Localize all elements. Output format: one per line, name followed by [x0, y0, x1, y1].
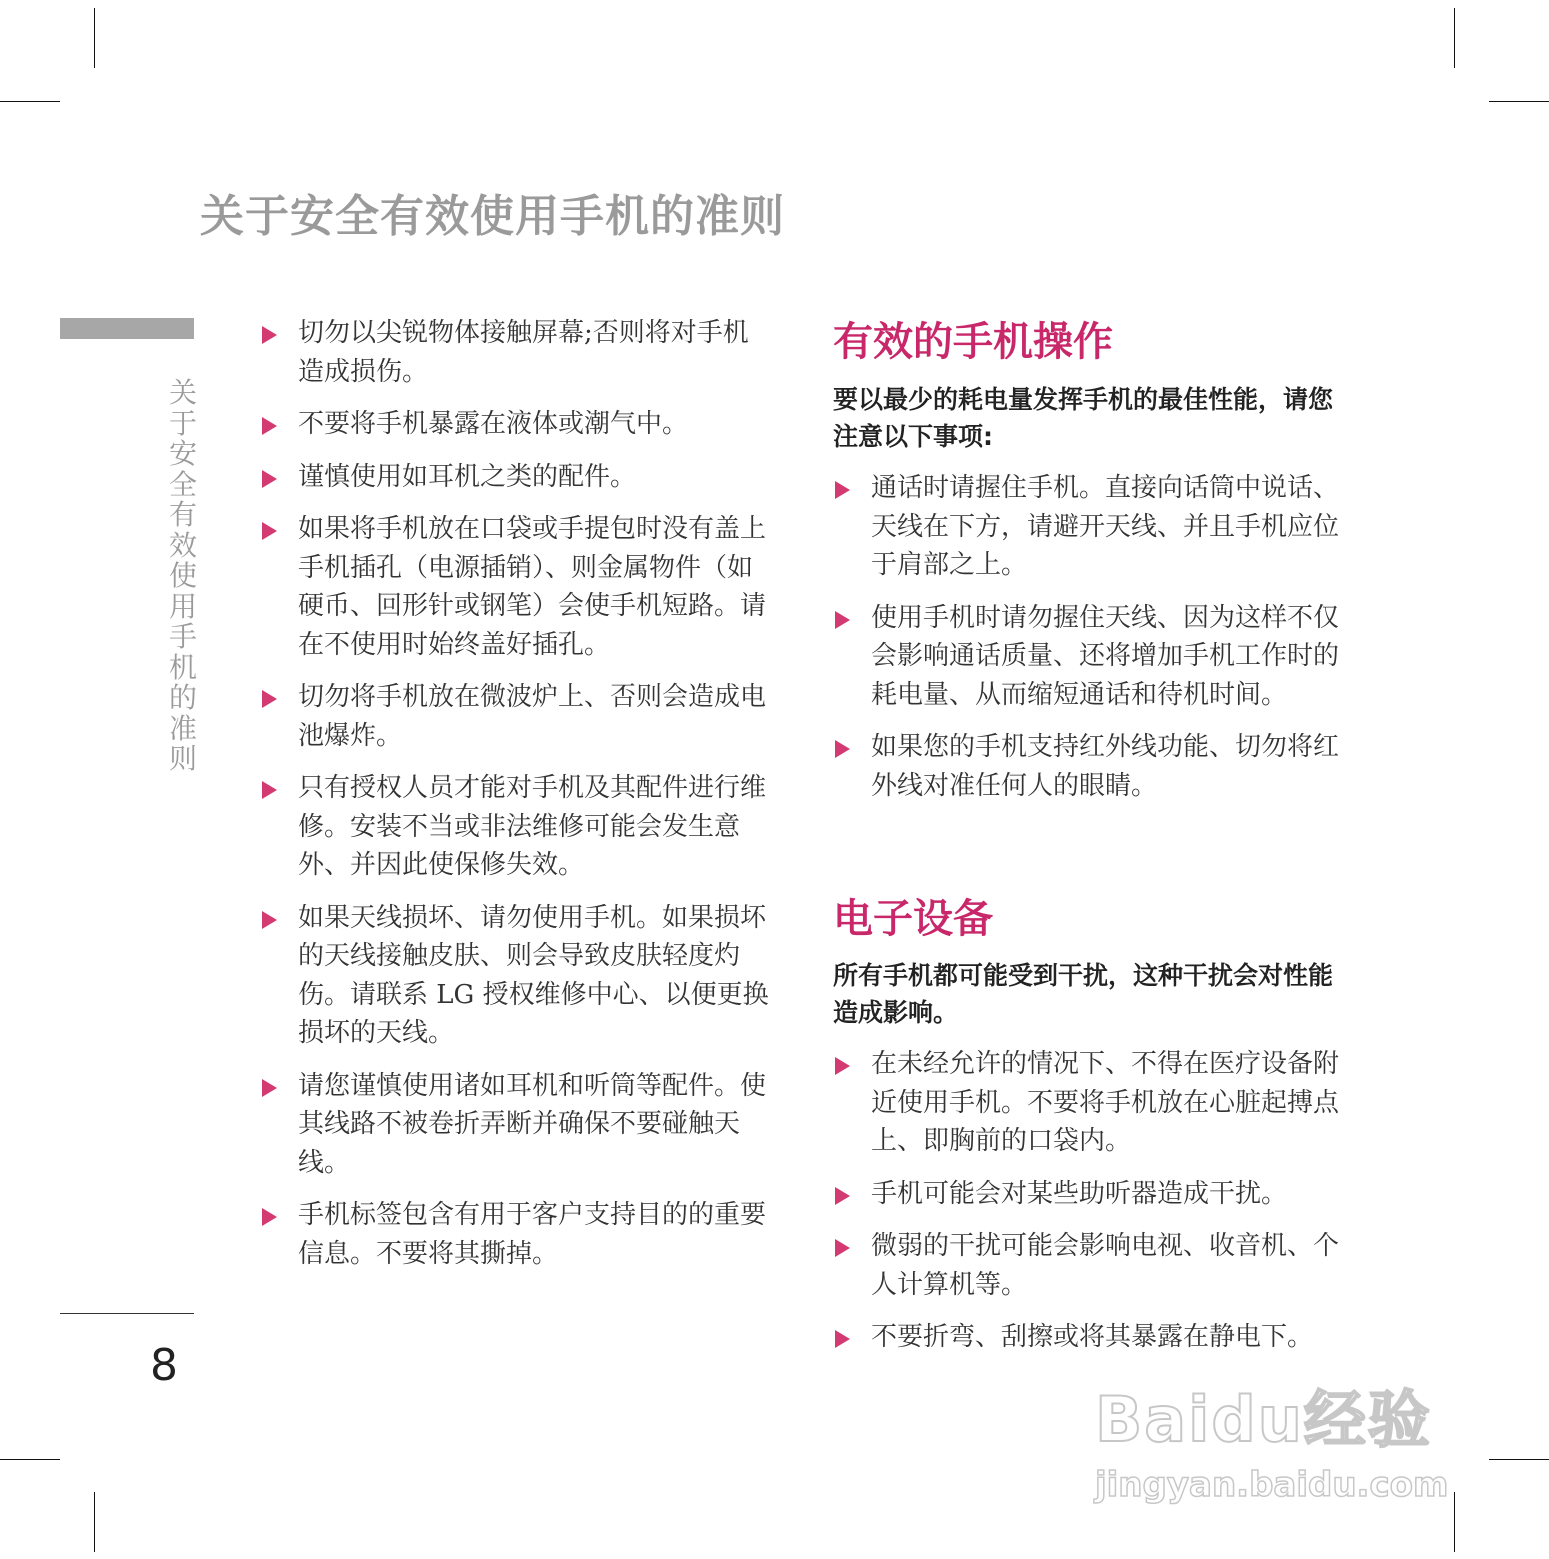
triangle-bullet-icon	[262, 470, 277, 488]
side-section-label: 关于安全有效使用手机的准则	[168, 376, 197, 775]
list-item-text: 在未经允许的情况下、不得在医疗设备附近使用手机。不要将手机放在心脏起搏点上、即胸前的口袋内。	[871, 1049, 1340, 1156]
efficient-operation-list	[835, 469, 1345, 819]
triangle-bullet-icon	[262, 911, 277, 929]
list-item	[835, 469, 1345, 585]
triangle-bullet-icon	[262, 522, 277, 540]
list-item	[262, 678, 772, 755]
list-item-text: 谨慎使用如耳机之类的配件。	[298, 461, 637, 492]
baidu-watermark	[1095, 1370, 1448, 1505]
section-intro-efficient: 要以最少的耗电量发挥手机的最佳性能，请您注意以下事项:	[833, 385, 1334, 451]
list-item-text: 手机可能会对某些助听器造成干扰。	[871, 1178, 1288, 1209]
crop-mark	[1489, 101, 1549, 102]
side-tab-bar	[60, 318, 194, 339]
list-item-text: 不要折弯、刮擦或将其暴露在静电下。	[871, 1322, 1314, 1352]
list-item	[835, 728, 1345, 805]
list-item	[835, 1045, 1345, 1161]
section-heading-electronics: 电子设备	[833, 896, 993, 942]
triangle-bullet-icon	[262, 690, 277, 708]
triangle-bullet-icon	[262, 326, 277, 344]
list-item-text: 切勿以尖锐物体接触屏幕;否则将对手机造成损伤。	[298, 318, 749, 387]
list-item-text: 只有授权人员才能对手机及其配件进行维修。安装不当或非法维修可能会发生意外、并因此使保修失效。	[298, 773, 767, 880]
triangle-bullet-icon	[835, 611, 850, 629]
list-item-text: 如果天线损坏、请勿使用手机。如果损坏的天线接触皮肤、则会导致皮肤轻度灼伤。请联系 LG 授权维修中心、以便更换损坏的天线。	[298, 902, 769, 1048]
list-item-text: 手机标签包含有用于客户支持目的的重要信息。不要将其撕掉。	[298, 1200, 767, 1269]
triangle-bullet-icon	[262, 417, 277, 435]
list-item	[262, 899, 772, 1053]
crop-mark	[0, 1459, 60, 1460]
list-item	[835, 599, 1345, 715]
triangle-bullet-icon	[262, 781, 277, 799]
triangle-bullet-icon	[835, 1330, 850, 1348]
crop-mark	[1454, 8, 1455, 68]
crop-mark	[0, 101, 60, 102]
section-intro-electronics: 所有手机都可能受到干扰，这种干扰会对性能造成影响。	[833, 961, 1334, 1027]
list-item-text: 使用手机时请勿握住天线、因为这样不仅会影响通话质量、还将增加手机工作时的耗电量、从而缩短通话和待机时间。	[871, 602, 1340, 710]
triangle-bullet-icon	[835, 481, 850, 499]
crop-mark	[1489, 1459, 1549, 1460]
list-item-text: 通话时请握住手机。直接向话筒中说话、天线在下方，请避开天线、并且手机应位于肩部之上。	[871, 473, 1340, 580]
list-item-text: 如果您的手机支持红外线功能、切勿将红外线对准任何人的眼睛。	[871, 732, 1340, 801]
list-item	[835, 1318, 1345, 1357]
electronic-devices-list	[835, 1045, 1345, 1371]
list-item-text: 微弱的干扰可能会影响电视、收音机、个人计算机等。	[871, 1231, 1340, 1300]
triangle-bullet-icon	[835, 1057, 850, 1075]
list-item-text: 请您谨慎使用诸如耳机和听筒等配件。使其线路不被卷折弄断并确保不要碰触天线。	[298, 1070, 767, 1178]
list-item	[262, 1196, 772, 1273]
list-item	[835, 1227, 1345, 1304]
page-title: 关于安全有效使用手机的准则	[200, 191, 785, 242]
watermark-url: jingyan.baidu.com	[1095, 1465, 1449, 1505]
list-item	[262, 769, 772, 885]
list-item	[262, 510, 772, 664]
triangle-bullet-icon	[835, 740, 850, 758]
list-item	[262, 405, 772, 444]
list-item-text: 切勿将手机放在微波炉上、否则会造成电池爆炸。	[298, 682, 767, 751]
crop-mark	[94, 1492, 95, 1552]
list-item-text: 不要将手机暴露在液体或潮气中。	[298, 409, 689, 439]
list-item	[262, 314, 772, 391]
list-item	[262, 458, 772, 497]
crop-mark	[1454, 1492, 1455, 1552]
list-item	[262, 1067, 772, 1183]
watermark-logo: Baidu经验	[1095, 1383, 1432, 1456]
list-item	[835, 1175, 1345, 1214]
triangle-bullet-icon	[262, 1079, 277, 1097]
left-column-list	[262, 314, 772, 1287]
triangle-bullet-icon	[262, 1208, 277, 1226]
list-item-text: 如果将手机放在口袋或手提包时没有盖上手机插孔（电源插销）、则金属物件（如硬币、回形针或钢笔）会使手机短路。请在不使用时始终盖好插孔。	[298, 514, 767, 660]
triangle-bullet-icon	[835, 1239, 850, 1257]
section-heading-efficient: 有效的手机操作	[833, 319, 1113, 365]
crop-mark	[94, 8, 95, 68]
page-number-rule	[60, 1313, 194, 1314]
triangle-bullet-icon	[835, 1187, 850, 1205]
page-number: 8	[150, 1340, 178, 1391]
